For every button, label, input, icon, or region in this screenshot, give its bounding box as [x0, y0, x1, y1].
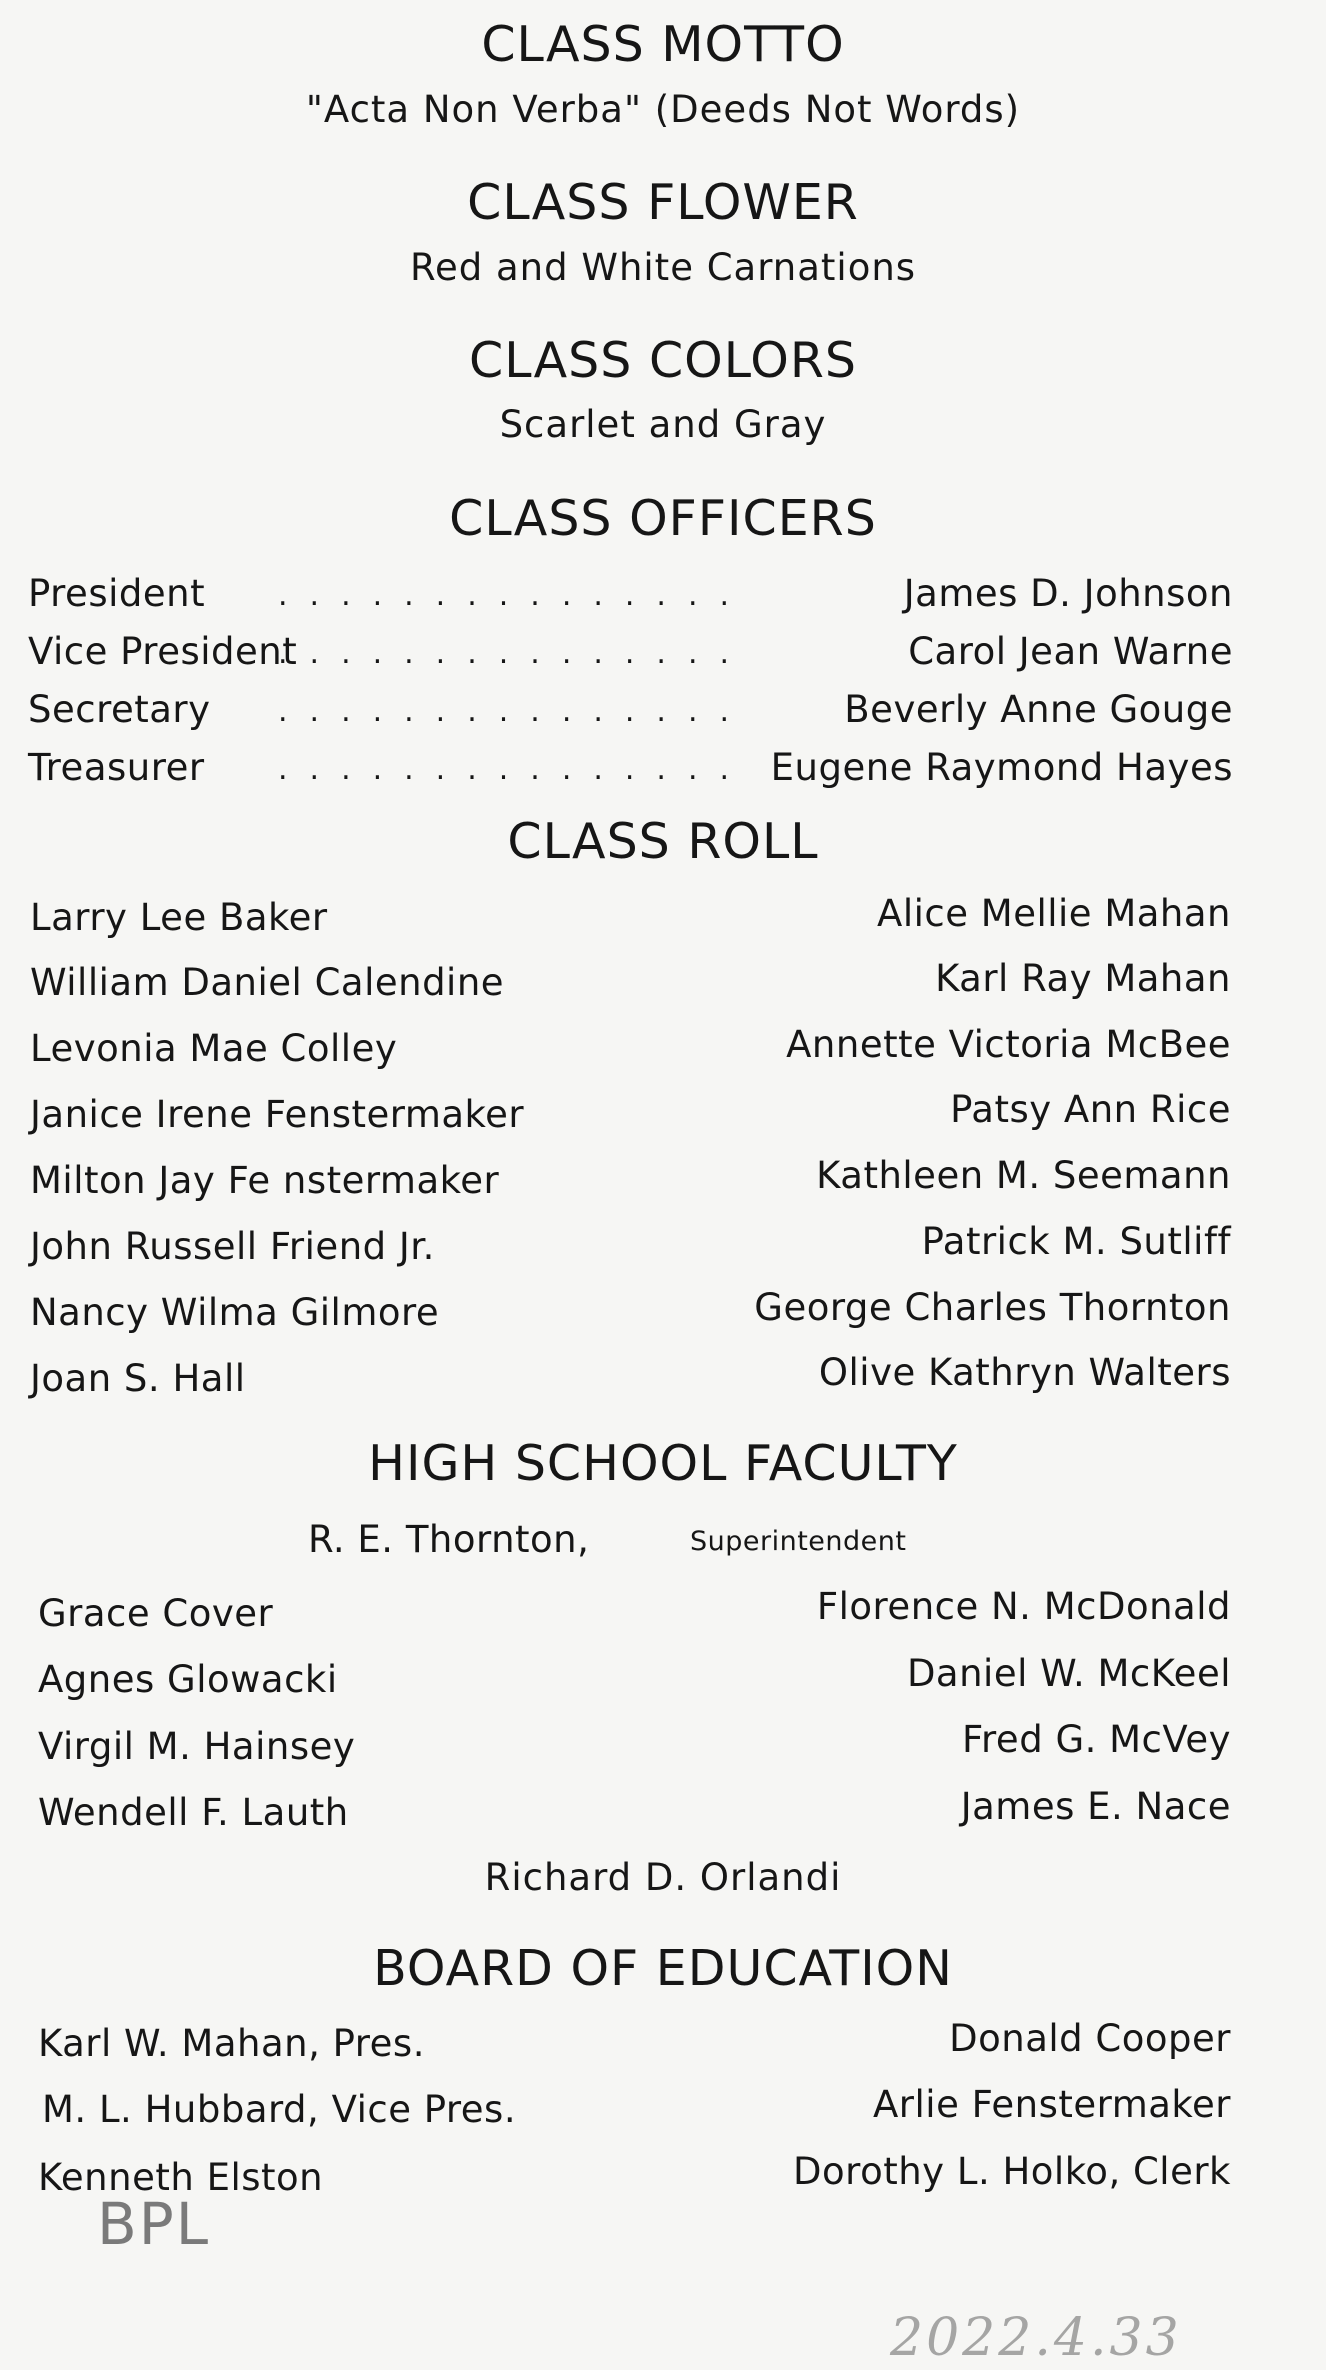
officer-name: James D. Johnson — [898, 572, 1233, 615]
handwritten-text: 2022.4.33 — [890, 2308, 1182, 2368]
roll-name-right: Kathleen M. Seemann — [816, 1154, 1231, 1197]
faculty-name-left: Wendell F. Lauth — [38, 1791, 349, 1834]
officer-role: Treasurer — [28, 746, 211, 789]
board-member-left: Karl W. Mahan, Pres. — [38, 2022, 425, 2065]
roll-name-left: Milton Jay Fe nstermaker — [30, 1159, 500, 1202]
officer-name: Beverly Anne Gouge — [838, 688, 1233, 731]
class-colors-text: Scarlet and Gray — [499, 403, 827, 446]
board-member-right: Donald Cooper — [949, 2017, 1231, 2060]
roll-name-left: Nancy Wilma Gilmore — [30, 1291, 440, 1334]
faculty-heading: HIGH SCHOOL FACULTY — [368, 1435, 958, 1492]
class-motto-heading: CLASS MOTTO — [481, 16, 845, 73]
leader-dots: ............... — [278, 578, 752, 613]
officer-role: President — [28, 572, 211, 615]
officer-row-secretary — [28, 688, 1233, 738]
roll-name-left: Larry Lee Baker — [30, 896, 328, 939]
officer-row-president — [28, 572, 1233, 622]
board-heading: BOARD OF EDUCATION — [373, 1940, 953, 1997]
class-officers-heading: CLASS OFFICERS — [449, 490, 877, 547]
board-member-right: Dorothy L. Holko, Clerk — [793, 2150, 1231, 2193]
class-roll-heading: CLASS ROLL — [507, 813, 819, 870]
roll-name-left: John Russell Friend Jr. — [30, 1225, 435, 1268]
class-colors-heading: CLASS COLORS — [469, 332, 857, 389]
board-member-right: Arlie Fenstermaker — [873, 2083, 1231, 2126]
roll-name-right: Karl Ray Mahan — [935, 957, 1231, 1000]
leader-dots: ............... — [278, 752, 752, 787]
class-flower-heading: CLASS FLOWER — [467, 174, 859, 231]
bpl-watermark: BPL — [97, 2190, 211, 2258]
leader-dots: ............... — [278, 694, 752, 729]
handwritten-accession-number — [880, 2300, 1320, 2370]
leader-dots: ............... — [278, 636, 752, 671]
roll-name-left: Levonia Mae Colley — [30, 1027, 398, 1070]
officer-role: Vice President — [28, 630, 303, 673]
roll-name-right: Patsy Ann Rice — [950, 1088, 1231, 1131]
officer-name: Eugene Raymond Hayes — [765, 746, 1233, 789]
officer-row-treasurer — [28, 746, 1233, 796]
roll-name-right: Alice Mellie Mahan — [877, 892, 1231, 935]
board-member-left: M. L. Hubbard, Vice Pres. — [42, 2088, 517, 2131]
officer-row-vice-president — [28, 630, 1233, 680]
superintendent-name: R. E. Thornton, — [308, 1518, 590, 1561]
roll-name-left: Joan S. Hall — [30, 1357, 246, 1400]
superintendent-title: Superintendent — [690, 1526, 907, 1557]
faculty-name-right: Florence N. McDonald — [816, 1585, 1231, 1628]
roll-name-left: Janice Irene Fenstermaker — [30, 1093, 525, 1136]
faculty-name-right: Fred G. McVey — [961, 1718, 1231, 1761]
class-motto-text: "Acta Non Verba" (Deeds Not Words) — [305, 88, 1021, 131]
roll-name-left: William Daniel Calendine — [30, 961, 505, 1004]
roll-name-right: George Charles Thornton — [754, 1286, 1231, 1329]
class-flower-text: Red and White Carnations — [409, 246, 917, 289]
roll-name-right: Patrick M. Sutliff — [921, 1220, 1231, 1263]
officer-name: Carol Jean Warne — [902, 630, 1233, 673]
faculty-name-left: Virgil M. Hainsey — [38, 1725, 356, 1768]
roll-name-right: Annette Victoria McBee — [786, 1023, 1231, 1066]
officer-role: Secretary — [28, 688, 217, 731]
faculty-name-left: Agnes Glowacki — [38, 1658, 338, 1701]
faculty-name-right: James E. Nace — [960, 1785, 1231, 1828]
faculty-name-center: Richard D. Orlandi — [484, 1856, 842, 1899]
board-member-left: Kenneth Elston — [38, 2156, 324, 2199]
faculty-name-left: Grace Cover — [38, 1592, 274, 1635]
roll-name-right: Olive Kathryn Walters — [818, 1351, 1231, 1394]
faculty-name-right: Daniel W. McKeel — [906, 1652, 1231, 1695]
